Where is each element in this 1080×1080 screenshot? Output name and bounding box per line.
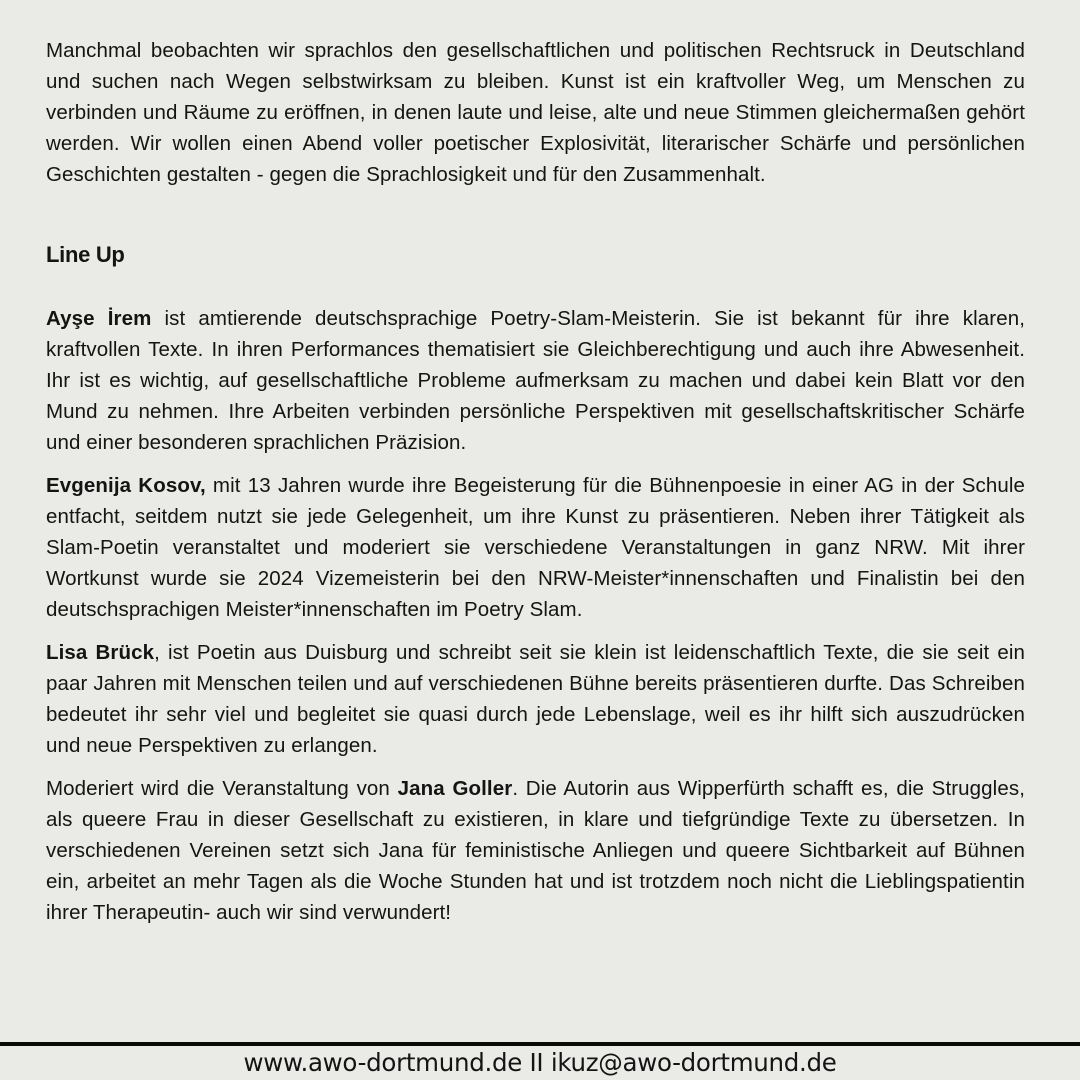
bio-text: ist amtierende deutschsprachige Poetry-Slam-Meisterin. Sie ist bekannt für ihre klaren, kraftvollen Texte. In ihren Performances thematisiert sie Gleichberechtigung und auch ihre Abwesenheit. Ihr ist es wichtig, auf gesellschaftliche Probleme aufmerksam zu machen und dabei kein Blatt vor den Mund zu nehmen. Ihre Arbeiten verbinden persönliche Perspektiven mit gesellschaftskritischer Schärfe und einer besonderen sprachlichen Präzision. — [46, 307, 1025, 454]
moderation-text: . Die Autorin aus Wipperfürth schafft es, die Struggles, als queere Frau in dieser Gesellschaft zu existieren, in klare und tiefgründige Texte zu übersetzen. In verschiedenen Vereinen setzt sich Jana für feministische Anliegen und queere Sichtbarkeit auf Bühnen ein, arbeitet an mehr Tagen als die Woche Stunden hat und ist trotzdem noch nicht die Lieblingspatientin ihrer Therapeutin- auch wir sind verwundert! — [46, 777, 1025, 924]
bio-evgenija-kosov — [46, 470, 1025, 625]
document-body — [46, 35, 1025, 940]
bio-lisa-brueck — [46, 637, 1025, 761]
bio-ayse-irem — [46, 303, 1025, 458]
bio-text: mit 13 Jahren wurde ihre Begeisterung für die Bühnenpoesie in einer AG in der Schule entfacht, seitdem nutzt sie jede Gelegenheit, um ihre Kunst zu präsentieren. Neben ihrer Tätigkeit als Slam-Poetin veranstaltet und moderiert sie verschiedene Veranstaltungen in ganz NRW. Mit ihrer Wortkunst wurde sie 2024 Vizemeisterin bei den NRW-Meister*innenschaften und Finalistin bei den deutschsprachigen Meister*innenschaften im Poetry Slam. — [46, 474, 1025, 621]
performer-name: Lisa Brück — [46, 641, 155, 664]
lineup-heading: Line Up — [46, 242, 125, 267]
moderation-prefix: Moderiert wird die Veranstaltung von — [46, 777, 398, 800]
performer-name: Evgenija Kosov, — [46, 474, 206, 497]
bio-moderation-jana-goller — [46, 773, 1025, 928]
performer-name: Ayşe İrem — [46, 307, 152, 330]
moderator-name: Jana Goller — [397, 777, 513, 800]
bio-text: , ist Poetin aus Duisburg und schreibt seit sie klein ist leidenschaftlich Texte, die sie seit ein paar Jahren mit Menschen teilen und auf verschiedenen Bühne bereits präsentieren durfte. Das Schreiben bedeutet ihr sehr viel und begleitet sie quasi durch jede Lebenslage, weil es ihr hilft sich auszudrücken und neue Perspektiven zu erlangen. — [46, 641, 1025, 757]
intro-paragraph: Manchmal beobachten wir sprachlos den gesellschaftlichen und politischen Rechtsruck in Deutschland und suchen nach Wegen selbstwirksam zu bleiben. Kunst ist ein kraftvoller Weg, um Menschen zu verbinden und Räume zu eröffnen, in denen laute und leise, alte und neue Stimmen gleichermaßen gehört werden. Wir wollen einen Abend voller poetischer Explosivität, literarischer Schärfe und persönlichen Geschichten gestalten - gegen die Sprachlosigkeit und für den Zusammenhalt. — [46, 39, 1025, 186]
footer-contact: www.awo-dortmund.de II ikuz@awo-dortmund.de — [243, 1048, 837, 1077]
